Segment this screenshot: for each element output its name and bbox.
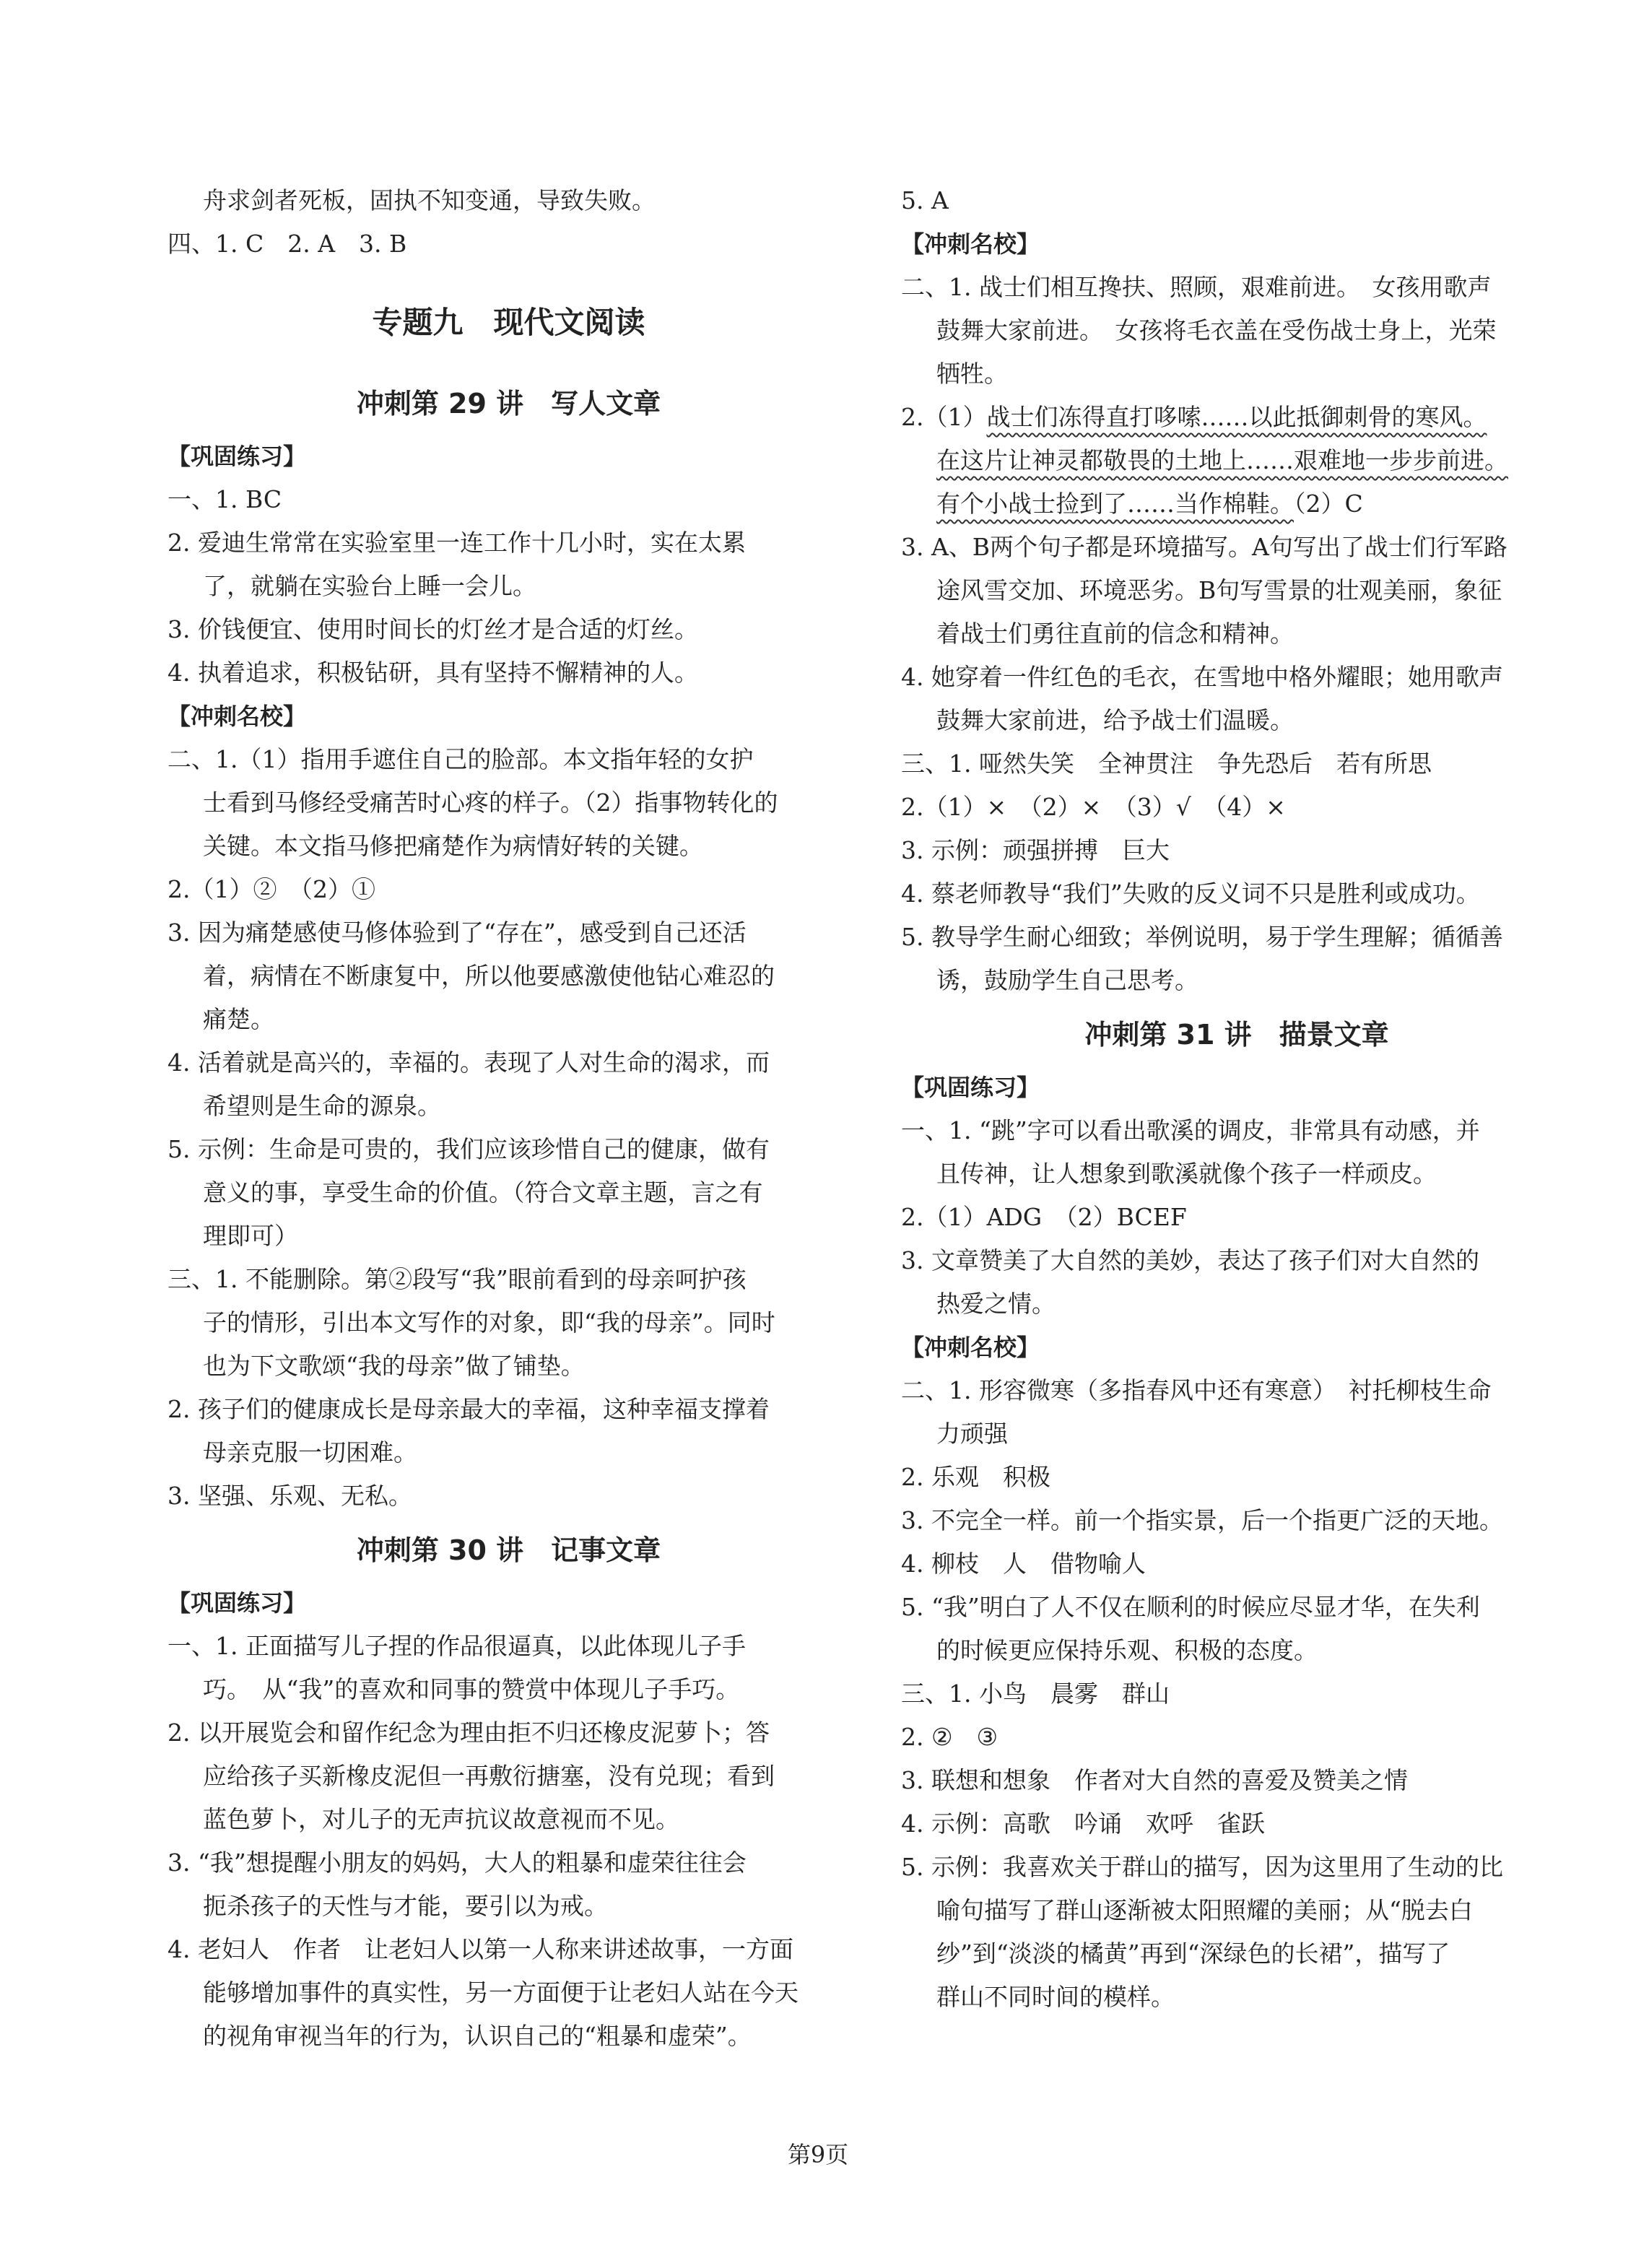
answer-line: 3. A、B两个句子都是环境描写。A句写出了战士们行军路 <box>901 533 1507 561</box>
page-number: 第9页 <box>787 2141 849 2168</box>
answer-line: 5. 教导学生耐心细致；举例说明，易于学生理解；循循善 <box>901 923 1503 951</box>
answer-line: 的视角审视当年的行为，认识自己的“粗暴和虚荣”。 <box>203 2022 752 2050</box>
answer-line: 意义的事，享受生命的价值。（符合文章主题，言之有 <box>203 1178 763 1207</box>
answer-line: 牺牲。 <box>936 360 1008 388</box>
answer-line: 一、1. “跳”字可以看出歌溪的调皮，非常具有动感，并 <box>901 1116 1480 1144</box>
answer-line: 3. 示例：顽强拼搏 巨大 <box>901 836 1170 864</box>
answer-line: 2.（1）ADG （2）BCEF <box>901 1203 1187 1231</box>
answer-line: 应给孩子买新橡皮泥但一再敷衍搪塞，没有兑现；看到 <box>203 1762 775 1790</box>
answer-line: 一、1. 正面描写儿子捏的作品很逼真，以此体现儿子手 <box>167 1632 746 1660</box>
answer-line: 的时候更应保持乐观、积极的态度。 <box>936 1636 1318 1664</box>
answer-line: 2. 以开展览会和留作纪念为理由拒不归还橡皮泥萝卜；答 <box>167 1719 770 1747</box>
answer-line: 5. A <box>901 186 949 214</box>
answer-line: 4. 蔡老师教导“我们”失败的反义词不只是胜利或成功。 <box>901 879 1480 908</box>
section-tag-sprint: 【冲刺名校】 <box>167 703 307 730</box>
lecture-31-heading: 冲刺第 31 讲 描景文章 <box>1084 1019 1389 1051</box>
answer-line: 2. ② ③ <box>901 1723 998 1751</box>
answer-line: 诱，鼓励学生自己思考。 <box>936 966 1198 994</box>
answer-line: 4. 她穿着一件红色的毛衣，在雪地中格外耀眼；她用歌声 <box>901 663 1503 691</box>
answer-line: 三、1. 小鸟 晨雾 群山 <box>901 1680 1170 1708</box>
answer-line: 4. 活着就是高兴的，幸福的。表现了人对生命的渴求，而 <box>167 1048 770 1077</box>
answer-line: 三、1. 哑然失笑 全神贯注 争先恐后 若有所思 <box>901 750 1432 778</box>
answer-line: 痛楚。 <box>203 1005 274 1033</box>
answer-line: 鼓舞大家前进。 女孩将毛衣盖在受伤战士身上，光荣 <box>936 316 1497 344</box>
answer-line: 2. 爱迪生常常在实验室里一连工作十几小时，实在太累 <box>167 529 746 557</box>
section-tag-sprint: 【冲刺名校】 <box>901 230 1040 258</box>
answer-line: 子的情形，引出本文写作的对象，即“我的母亲”。同时 <box>203 1308 775 1337</box>
answer-line: 希望则是生命的源泉。 <box>203 1092 441 1120</box>
topic-heading: 专题九 现代文阅读 <box>372 305 645 340</box>
answer-line: 4. 柳枝 人 借物喻人 <box>901 1550 1146 1578</box>
right-column <box>901 179 1572 2019</box>
answer-line: 5. 示例：我喜欢关于群山的描写，因为这里用了生动的比 <box>901 1853 1503 1881</box>
section-tag-consolidation: 【巩固练习】 <box>167 443 307 470</box>
answer-line: 3. 文章赞美了大自然的美妙，表达了孩子们对大自然的 <box>901 1246 1479 1274</box>
answer-prefix: 2.（1） <box>901 403 987 431</box>
answer-line: 三、1. 不能删除。第②段写“我”眼前看到的母亲呵护孩 <box>167 1265 747 1293</box>
answer-line: 着，病情在不断康复中，所以他要感激使他钻心难忍的 <box>203 962 775 990</box>
answer-line: 关键。本文指马修把痛楚作为病情好转的关键。 <box>203 832 703 860</box>
answer-line: 3. 价钱便宜、使用时间长的灯丝才是合适的灯丝。 <box>167 615 698 643</box>
answer-line: 力顽强 <box>936 1420 1008 1448</box>
answer-line: 3. 联想和想象 作者对大自然的喜爱及赞美之情 <box>901 1766 1408 1794</box>
answer-line: 4. 老妇人 作者 让老妇人以第一人称来讲述故事，一方面 <box>167 1935 793 1963</box>
answer-line: 热爱之情。 <box>936 1290 1056 1318</box>
answer-line: 3. 坚强、乐观、无私。 <box>167 1482 412 1510</box>
answer-line: 2.（1）② （2）① <box>167 875 375 903</box>
wavy-underlined-sentence: 有个小战士捡到了……当作棉鞋。 <box>936 490 1294 518</box>
section-tag-consolidation: 【巩固练习】 <box>901 1074 1040 1101</box>
answer-line <box>901 396 1572 439</box>
answer-line: 鼓舞大家前进，给予战士们温暖。 <box>936 706 1294 734</box>
answer-line: 一、1. BC <box>167 485 282 513</box>
answer-line: 2. 孩子们的健康成长是母亲最大的幸福，这种幸福支撑着 <box>167 1395 770 1423</box>
answer-line: 蓝色萝卜，对儿子的无声抗议故意视而不见。 <box>203 1805 679 1833</box>
answer-line: 二、1. 形容微寒（多指春风中还有寒意） 衬托柳枝生命 <box>901 1376 1492 1404</box>
answer-line: 能够增加事件的真实性，另一方面便于让老妇人站在今天 <box>203 1978 799 2007</box>
section-tag-consolidation: 【巩固练习】 <box>167 1589 307 1617</box>
answer-line: 二、1. 战士们相互搀扶、照顾，艰难前进。 女孩用歌声 <box>901 273 1492 301</box>
lecture-30-heading: 冲刺第 30 讲 记事文章 <box>356 1534 661 1566</box>
answer-suffix: （2）C <box>1294 490 1363 518</box>
answer-line: 士看到马修经受痛苦时心疼的样子。（2）指事物转化的 <box>203 788 778 817</box>
answer-line: 扼杀孩子的天性与才能，要引以为戒。 <box>203 1892 608 1920</box>
wavy-underlined-sentence: 战士们冻得直打哆嗦……以此抵御刺骨的寒风。 <box>986 403 1487 431</box>
answer-line: 3. 因为痛楚感使马修体验到了“存在”，感受到自己还活 <box>167 918 747 947</box>
answer-line: 也为下文歌颂“我的母亲”做了铺垫。 <box>203 1352 585 1380</box>
answer-line <box>901 439 1572 482</box>
answer-line: 二、1.（1）指用手遮住自己的脸部。本文指年轻的女护 <box>167 745 754 773</box>
answer-line <box>901 482 1572 526</box>
answer-line: 纱”到“淡淡的橘黄”再到“深绿色的长裙”，描写了 <box>936 1939 1450 1968</box>
answer-line: 4. 示例：高歌 吟诵 欢呼 雀跃 <box>901 1809 1265 1838</box>
answer-line: 巧。 从“我”的喜欢和同事的赞赏中体现儿子手巧。 <box>203 1675 740 1703</box>
answer-line: 且传神，让人想象到歌溪就像个孩子一样顽皮。 <box>936 1160 1437 1188</box>
answer-line: 群山不同时间的模样。 <box>936 1983 1175 2011</box>
answer-line: 母亲克服一切困难。 <box>203 1438 417 1467</box>
answer-line: 2. 乐观 积极 <box>901 1463 1050 1491</box>
answer-line: 着战士们勇往直前的信念和精神。 <box>936 620 1294 648</box>
lecture-29-heading: 冲刺第 29 讲 写人文章 <box>356 388 661 420</box>
answer-line: 5. 示例：生命是可贵的，我们应该珍惜自己的健康，做有 <box>167 1135 770 1163</box>
answer-line: 途风雪交加、环境恶劣。B句写雪景的壮观美丽，象征 <box>936 576 1502 604</box>
answer-line: 3. 不完全一样。前一个指实景，后一个指更广泛的天地。 <box>901 1506 1503 1534</box>
answer-line: 四、1. C 2. A 3. B <box>167 230 407 258</box>
answer-line: 理即可） <box>203 1222 298 1250</box>
answer-line: 了，就躺在实验台上睡一会儿。 <box>203 572 536 600</box>
answer-line: 2.（1）× （2）× （3）√ （4）× <box>901 793 1286 821</box>
answer-line: 喻句描写了群山逐渐被太阳照耀的美丽；从“脱去白 <box>936 1896 1473 1924</box>
left-column <box>167 179 850 2058</box>
answer-line: 4. 执着追求，积极钻研，具有坚持不懈精神的人。 <box>167 659 698 687</box>
answer-line: 3. “我”想提醒小朋友的妈妈，大人的粗暴和虚荣往往会 <box>167 1848 747 1877</box>
text-line: 舟求剑者死板，固执不知变通，导致失败。 <box>203 186 656 214</box>
answer-line: 5. “我”明白了人不仅在顺利的时候应尽显才华，在失利 <box>901 1593 1480 1621</box>
section-tag-sprint: 【冲刺名校】 <box>901 1334 1040 1361</box>
wavy-underlined-sentence: 在这片让神灵都敬畏的土地上……艰难地一步步前进。 <box>936 446 1508 474</box>
